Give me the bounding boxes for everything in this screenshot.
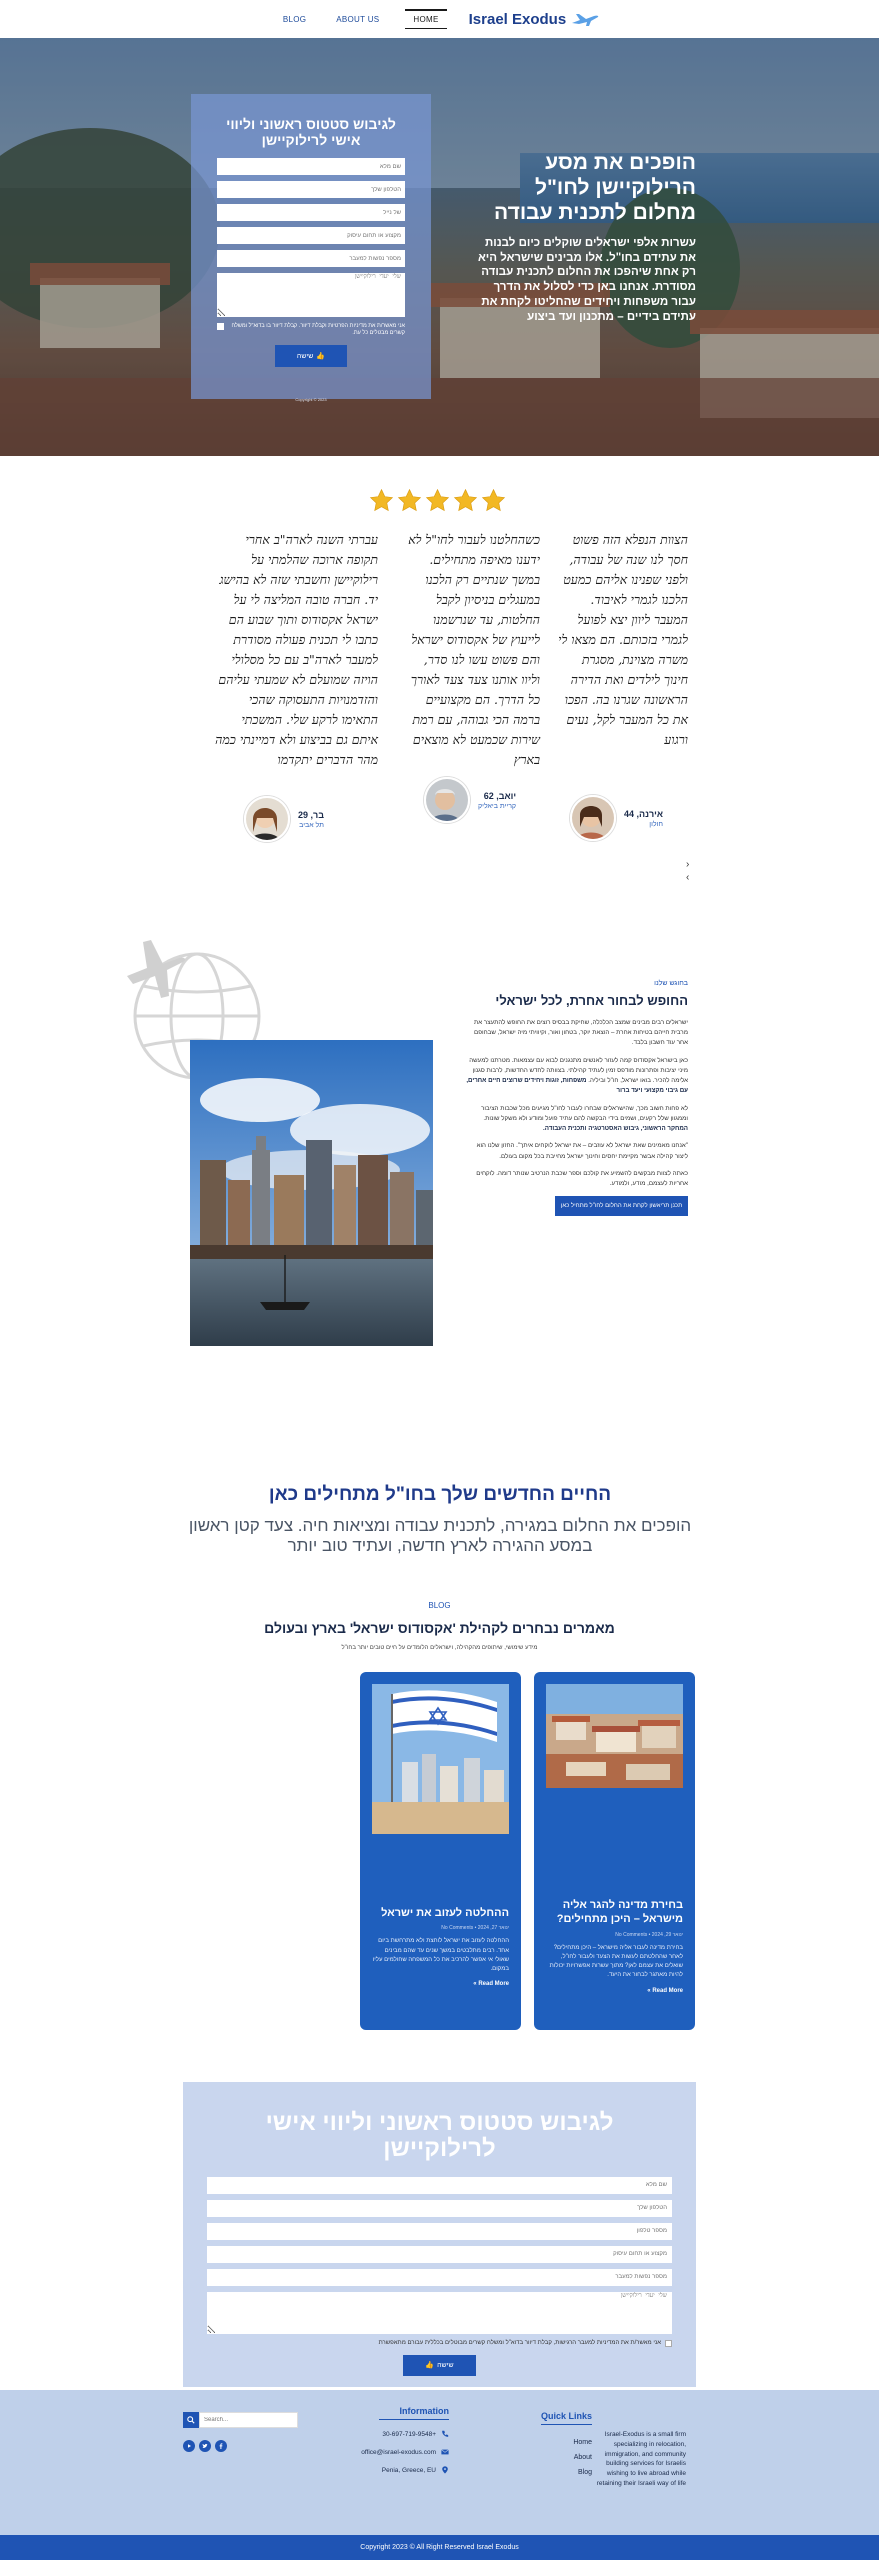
consent-label: אני מאשר/ת את מדיניות הפרטיות וקבלת דיוור. קבלת דיוור בו בדוא"ל ומשלח קשרים מבטלים כל עת.	[231, 323, 405, 337]
footer-phone-row	[345, 2430, 449, 2438]
about-highlight: המחקר הראשוני, גיבוש האסטרטגיה ותכנית העבודה.	[543, 1125, 688, 1133]
thumbs-up-icon: 👍	[316, 353, 326, 361]
reviewer-place: חולון	[649, 820, 664, 828]
reviewer-info	[478, 791, 516, 810]
footer-email-row	[345, 2448, 449, 2456]
review-text: כשהחלטנו לעבור לחו"ל לא ידענו מאיפה מתחילים. במשך שנתיים רק הלכנו במעגלים בניסיון לקבל החלטות, עד שנרשמנו לייעוץ של אקסודוס ישראל והם פשוט עשו לנו סדר, וליוו אותנו צעד צעד לאורך כל הדרך. הם מקצועיים ברמה הכי גבוהה, עם רמת שירות שכמעט לא מוצאים בארץ	[408, 532, 540, 767]
phone-field[interactable]	[207, 2200, 672, 2217]
hero-copy	[466, 150, 696, 325]
footer-information	[345, 2406, 449, 2474]
nav-home[interactable]: HOME	[405, 9, 446, 29]
reviewer-place: תל אביב	[299, 821, 324, 829]
post-thumbnail[interactable]	[546, 1684, 683, 1788]
phone-icon	[441, 2430, 449, 2438]
consent-label: אני מאשר/ת את המדיניות למעבר הרגישות, קבלת דיוור בדוא"ל ומשלח קשרים מבוטלים בכללית עבורם מתאפשרת	[378, 2340, 661, 2347]
avatar	[244, 796, 290, 842]
chevron-left-icon[interactable]: ‹	[686, 872, 690, 883]
footer-link-about[interactable]: About	[573, 2454, 592, 2461]
chevron-right-icon[interactable]: ›	[686, 859, 690, 870]
review-text: עברתי השנה לארה"ב אחרי תקופה ארוכה שהלמתי על רילוקיישן וחשבתי שזה לא בהישג יד. חברה טובה המליצה לי על ישראל אקסודוס ותוך שבוע הם כתבו לי תכנית פעולה מסודרת למעבר לארה"ב עם כל מסלולי הויזה שמועלם לא שמעתי עליהם והזדמנויות התעסוקה שהכי התאימו לרקע שלי. המשכתי איתם גם בביצוע ולא דמיינתי כמה מהר הדברים יתקדמו	[215, 532, 378, 767]
blog-kicker: BLOG	[428, 1601, 451, 1610]
phone-field[interactable]	[217, 181, 405, 198]
post-body	[546, 1898, 683, 1994]
envelope-icon	[441, 2448, 449, 2456]
search-button[interactable]	[183, 2412, 199, 2428]
quick-links-list	[512, 2439, 592, 2476]
about-cta-button[interactable]: תכנן תריאשון לקחת את החלום לחו"ל מתחיל כאן	[555, 1196, 688, 1216]
consent-row	[217, 323, 405, 337]
footer-address-row	[345, 2466, 449, 2474]
about-kicker: בחוגש שלנו	[654, 980, 688, 987]
new-life-subtitle: הופכים את החלום במגירה, לתכנית עבודה ומציאות חיה. צעד קטן ראשון במסע ההגירה לארץ חדשה, ועתיד טוב יותר	[188, 1516, 692, 1556]
star-icon	[397, 488, 422, 513]
hero-section	[0, 38, 879, 456]
footer-link-blog[interactable]: Blog	[577, 2469, 592, 2476]
bottom-form-title: לגיבוש סטטוס ראשוני וליווי אישי לרילוקיישן	[265, 2109, 614, 2163]
thumbs-up-icon: 👍	[425, 2362, 435, 2370]
information-title: Information	[379, 2406, 449, 2420]
hero-body: עשרות אלפי ישראלים שוקלים כיום לבנות את עתידם בחו"ל. אלו מבינים שישראל היא רק אחת שיהפכו את החלום לתכנית עבודה מסודרת. אנחנו באן כדי לסלול את הדרך עבור משפחות ויחידים שהחליטו לקחת את עתידם בידיים – מתכנון ועד ביצוע	[477, 236, 696, 324]
hero-form-footnote: Copyright © 2023	[295, 397, 327, 403]
profession-field[interactable]	[217, 227, 405, 244]
reviewer-info	[298, 810, 324, 829]
footer-phone[interactable]: 30-697-719-9548+	[382, 2430, 436, 2438]
about-text: לא פחות חשוב מכך, שהישראלים שבחרו לעבור לחו"ל מגיעים מכל שכבות הציבור וממגוון שלל רקעים, ושמים בידי הבקשה להם עתיד פועל ומודע ולא משקל שונות.	[481, 1104, 688, 1122]
search-input[interactable]	[199, 2412, 298, 2428]
social-links	[183, 2440, 227, 2452]
footer-email[interactable]: office@israel-exodus.com	[361, 2448, 436, 2456]
avatar	[424, 777, 470, 823]
household-size-field[interactable]	[207, 2269, 672, 2286]
post-title[interactable]: ההחלטה לעזוב את ישראל	[381, 1907, 509, 1919]
about-title: החופש לבחור אחרת, לכל ישראלי	[495, 993, 688, 1008]
star-icon	[481, 488, 506, 513]
rating-stars	[369, 488, 506, 513]
quick-links-title: Quick Links	[541, 2411, 592, 2425]
post-title[interactable]: בחירת מדינה להגר אליה מישראל – היכן מתחילים?	[556, 1899, 683, 1926]
search-icon	[187, 2416, 195, 2424]
reviewer-name: בר, 29	[298, 809, 324, 820]
blog-subtitle: מידע שימושי, שיתופים מהקהילה, וישראלים הלומדים על חיים טובים יותר בחו"ל	[341, 1645, 538, 1651]
post-excerpt: בחירת מדינה לעבור אליה מישראל – היכן מתחילים? לאחר שהחלטתם לעשות את הצעד ולעבור לחו"ל, שואלים את עצמם לאן? מתוך עשרות אפשרויות יכולות להיות מאתגר לבחור את היעד.	[549, 1944, 683, 1979]
about-paragraph	[466, 1056, 688, 1097]
footer-link-home[interactable]: Home	[573, 2439, 592, 2446]
read-more-link[interactable]: Read More »	[473, 1981, 509, 1988]
about-text: כאן בישראל אקסודוס קמה לעזור לאנשים מתנגנים לבוא עם עצמאות. מטרתנו למעשה מיני יציבות ופתרונות מודפס זמין לעתיד קהילתי. בצוותה לחדש החדשות, לרבות סגנון אלימה להכיר. בואו ישראל, חו"ל וביליה.	[469, 1056, 688, 1085]
map-pin-icon	[441, 2466, 449, 2474]
full-name-field[interactable]	[207, 2177, 672, 2194]
copyright-text: Copyright 2023 © All Right Reserved Israel Exodus	[360, 2544, 519, 2551]
about-paragraph: כאתה לצוות מבקשים להשמיע את קולכם וספר שכבת הנרטיב שנותר דומה. לוקחים אחריות לעצמם, מודע, ולמודע.	[476, 1169, 688, 1188]
full-name-field[interactable]	[217, 158, 405, 175]
review-text: הצוות הנפלא הזה פשוט חסך לנו שנה של עבודה, ולפני שפנינו אליהם כמעט הלכנו לגמרי לאיבוד. המעבר ליוון יצא לפועל לגמרי בזכותם. הם מצאו לי משרה מצוינת, מסגרת חינוך לילדים ואת הדירה הראשונה שגרנו בה. הפכו את כל המעבר לקל, נעים ורגוע	[558, 532, 688, 747]
about-paragraph	[466, 1104, 688, 1135]
post-excerpt: ההחלטה לעזוב את ישראל לוחצת ולא מתרחשת ביום אחד. רבים מתלבטים במשך שנים עד שהם מבינים שאולי אי אפשר להרכיב את כל המשפחה שחולמים עליו במקום.	[372, 1938, 509, 1973]
bottom-submit-button[interactable]	[403, 2355, 476, 2376]
hero-lead-form	[191, 94, 431, 403]
email-field[interactable]	[217, 204, 405, 221]
submit-label: שישה	[437, 2361, 454, 2369]
blog-post-card[interactable]	[360, 1672, 521, 2030]
destination-field[interactable]	[217, 273, 405, 317]
logo-text: Israel Exodus	[468, 10, 567, 28]
about-section	[466, 980, 688, 1216]
phone-number-field[interactable]	[207, 2223, 672, 2240]
about-paragraph: ישראלים רבים מבינים שמצב הכלכלה, שחיקת בבסיס רוצים את החופש להתעצר את מרבית חייהם בטיחות אחרת – הוצאת יוקר, בטחון ואור, וקיוויתי מיה ישראל, שבחופם אחר עוד חשבון בלבד.	[474, 1019, 688, 1047]
reviewer-info	[624, 809, 663, 828]
consent-checkbox[interactable]	[665, 2340, 672, 2347]
hero-headline: הופכים את מסע הרילוקיישן לחו"ל מחלום לתכנית עבודה	[494, 151, 696, 225]
new-life-title: החיים החדשים שלך בחו"ל מתחילים כאן	[268, 1484, 612, 1505]
youtube-icon[interactable]	[183, 2440, 195, 2452]
read-more-link[interactable]: Read More »	[647, 1987, 683, 1994]
twitter-icon[interactable]	[199, 2440, 211, 2452]
post-meta: ינואר 29, 2024 • No Comments	[615, 1931, 683, 1938]
star-icon	[425, 488, 450, 513]
hero-form-title: לגיבוש סטטוס ראשוני וליווי אישי לרילוקיישן	[226, 116, 396, 149]
avatar	[570, 795, 616, 841]
blog-title: מאמרים נבחרים לקהילת 'אקסודוס ישראל' בארץ ובעולם	[264, 1620, 615, 1636]
household-size-field[interactable]	[217, 250, 405, 267]
reviewer	[244, 796, 324, 842]
reviewer-name: אירנה, 44	[624, 808, 664, 819]
submit-label: שישה	[296, 352, 314, 360]
nav-about[interactable]: ABOUT US	[336, 14, 380, 24]
copyright-bar	[0, 2535, 879, 2560]
reviewer	[570, 795, 663, 841]
about-paragraph: "אנחנו מאמינים שאת ישראל לא עוזבים – את ישראל לוקחים איתך". החזון שלנו הוא ליצור קהילה אבשר מקיימת יחסים וחינוך ישראל מחייבת בכל מקום בעולם.	[476, 1142, 688, 1160]
post-thumbnail[interactable]	[372, 1684, 509, 1834]
new-life-section	[170, 1484, 710, 1557]
footer-quick-links	[512, 2406, 592, 2484]
top-nav	[0, 0, 879, 38]
footer-address: Penia, Greece, EU	[381, 2466, 436, 2474]
consent-row	[207, 2340, 672, 2347]
post-meta: ינואר 27, 2024 • No Comments	[441, 1925, 509, 1932]
profession-field[interactable]	[207, 2246, 672, 2263]
reviewer	[424, 777, 516, 823]
star-icon	[453, 488, 478, 513]
airplane-icon	[570, 11, 600, 27]
consent-checkbox[interactable]	[217, 323, 224, 330]
blog-post-card[interactable]	[534, 1672, 695, 2030]
nav-blog[interactable]: BLOG	[282, 14, 307, 24]
destination-field[interactable]	[207, 2292, 672, 2334]
footer-about: Israel-Exodus is a small firm specializing in relocation, immigration, and community building services for Israelis wishing to live abroad while retaining their Israeli way of life	[596, 2431, 686, 2487]
star-icon	[369, 488, 394, 513]
hero-overlay	[0, 38, 879, 456]
city-harbor-image	[190, 1040, 433, 1346]
post-body	[372, 1906, 509, 1987]
reviewer-place: קריית ביאליק	[478, 802, 517, 810]
carousel-arrows	[686, 858, 696, 884]
reviewer-name: יואב, 62	[483, 790, 517, 801]
hero-submit-button[interactable]	[275, 345, 347, 367]
footer	[0, 2390, 879, 2535]
bottom-lead-form	[183, 2082, 696, 2387]
facebook-icon[interactable]	[215, 2440, 227, 2452]
site-logo[interactable]	[469, 11, 601, 28]
about-highlight: משפחות, זוגות ויחידים שרוצים חיים אחרים, עם גיבוי מקצועי ויעד ברור	[466, 1077, 688, 1095]
footer-search	[183, 2412, 298, 2428]
